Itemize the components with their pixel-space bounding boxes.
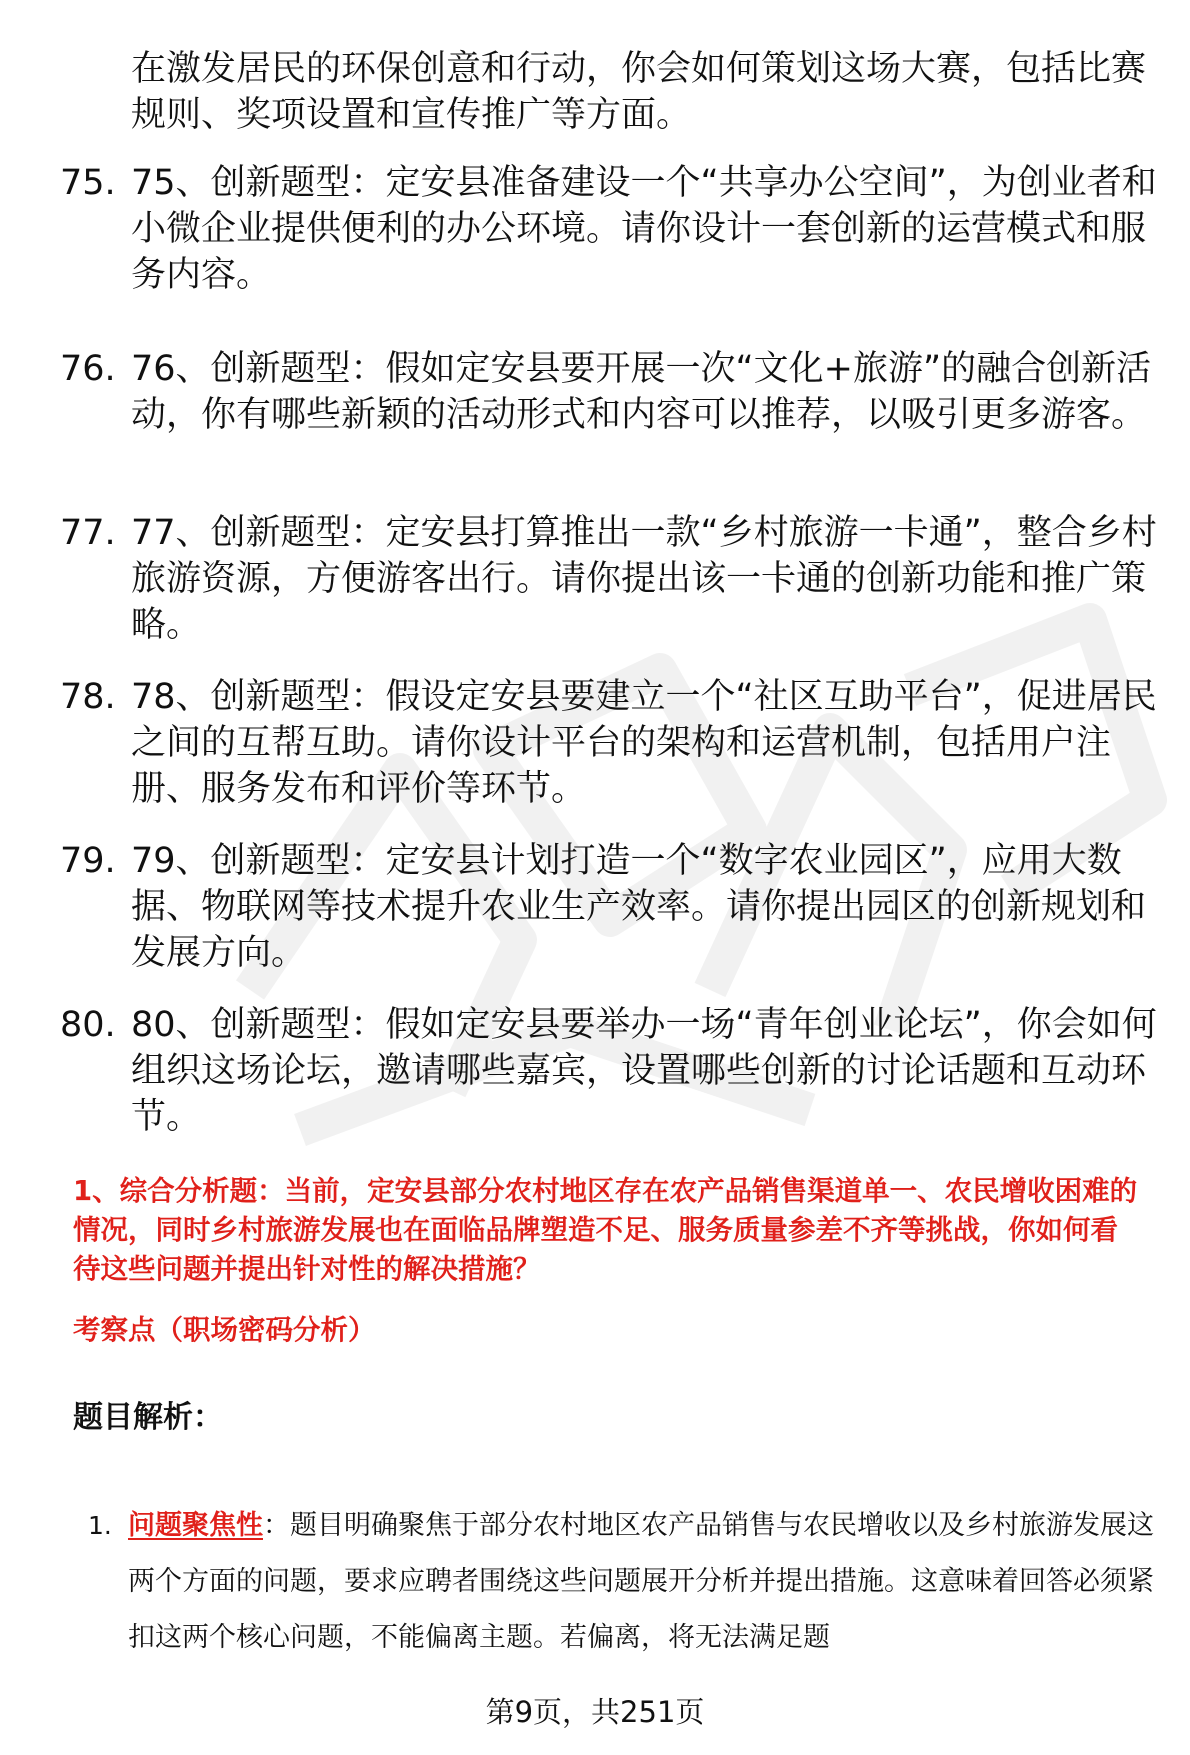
list-item-number: 75. [60,163,116,203]
list-item-number: 78. [60,677,116,717]
analysis-item-body: ：题目明确聚焦于部分农村地区农产品销售与农民增收以及乡村旅游发展这两个方面的问题，要求应聘者围绕这些问题展开分析并提出措施。这意味着回答必须紧扣这两个核心问题，不能偏离主题。若偏离，将无法满足题 [128,1510,1154,1653]
list-item-number: 79. [60,841,116,881]
list-item-number: 80. [60,1005,116,1045]
list-item-text: 79、创新题型：定安县计划打造一个“数字农业园区”，应用大数据、物联网等技术提升农业生产效率。请你提出园区的创新规划和发展方向。 [131,841,1147,973]
list-item-text: 75、创新题型：定安县准备建设一个“共享办公空间”，为创业者和小微企业提供便利的办公环境。请你设计一套创新的运营模式和服务内容。 [131,163,1157,295]
featured-question: 1、综合分析题：当前，定安县部分农村地区存在农产品销售渠道单一、农民增收困难的情况，同时乡村旅游发展也在面临品牌塑造不足、服务质量参差不齐等挑战，你如何看待这些问题并提出针对性的解决措施？ [73,1175,1138,1285]
analysis-item-term: 问题聚焦性 [128,1510,263,1541]
question-continuation-text: 在激发居民的环保创意和行动，你会如何策划这场大赛，包括比赛规则、奖项设置和宣传推广等方面。 [131,49,1147,135]
page-number-footer: 第9页，共251页 [485,1695,705,1729]
analysis-item-number: 1. [88,1511,112,1540]
list-item-text: 77、创新题型：定安县打算推出一款“乡村旅游一卡通”，整合乡村旅游资源，方便游客出行。请你提出该一卡通的创新功能和推广策略。 [131,513,1157,645]
list-item-text: 78、创新题型：假设定安县要建立一个“社区互助平台”，促进居民之间的互帮互助。请你设计平台的架构和运营机制，包括用户注册、服务发布和评价等环节。 [131,677,1157,809]
list-item-number: 76. [60,349,116,389]
list-item-text: 80、创新题型：假如定安县要举办一场“青年创业论坛”，你会如何组织这场论坛，邀请哪些嘉宾，设置哪些创新的讨论话题和互动环节。 [131,1005,1157,1137]
list-item-number: 77. [60,513,116,553]
list-item-text: 76、创新题型：假如定安县要开展一次“文化+旅游”的融合创新活动，你有哪些新颖的活动形式和内容可以推荐，以吸引更多游客。 [131,349,1152,435]
analysis-heading: 题目解析： [73,1400,223,1435]
key-point-label: 考察点（职场密码分析） [73,1314,376,1346]
analysis-item-text [128,1498,1168,1666]
